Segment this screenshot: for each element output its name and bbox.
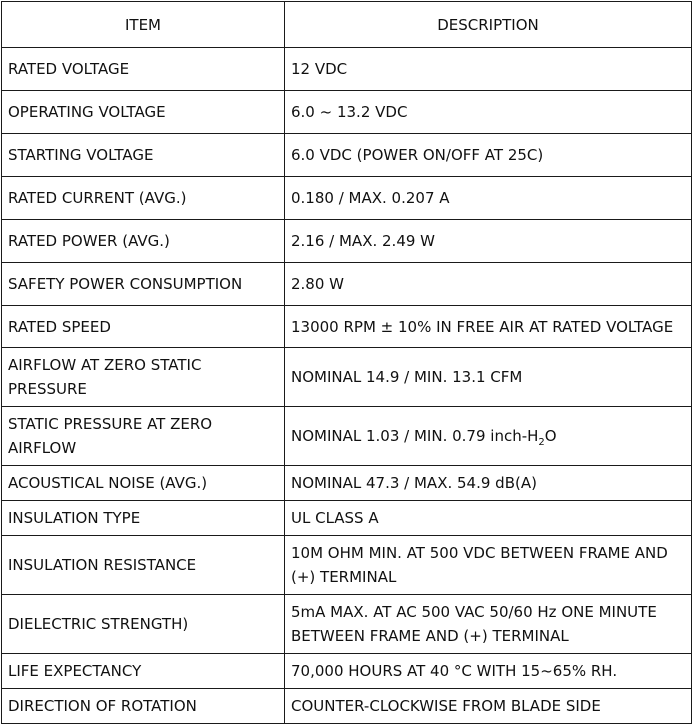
- table-row: [2, 134, 692, 177]
- row-item: DIRECTION OF ROTATION: [2, 689, 285, 724]
- row-item: LIFE EXPECTANCY: [2, 654, 285, 689]
- row-description: 12 VDC: [285, 48, 692, 91]
- row-item: RATED SPEED: [2, 306, 285, 348]
- header-item: ITEM: [2, 2, 285, 48]
- row-item: RATED VOLTAGE: [2, 48, 285, 91]
- row-item: STATIC PRESSURE AT ZERO AIRFLOW: [2, 407, 285, 466]
- row-item: ACOUSTICAL NOISE (AVG.): [2, 466, 285, 501]
- table-row: [2, 306, 692, 348]
- description-text: O: [544, 427, 557, 445]
- row-description: 6.0 VDC (POWER ON/OFF AT 25C): [285, 134, 692, 177]
- row-item: RATED CURRENT (AVG.): [2, 177, 285, 220]
- row-description: 6.0 ~ 13.2 VDC: [285, 91, 692, 134]
- row-description: [285, 407, 692, 466]
- row-item: RATED POWER (AVG.): [2, 220, 285, 263]
- table-row: [2, 348, 692, 407]
- row-item: AIRFLOW AT ZERO STATIC PRESSURE: [2, 348, 285, 407]
- table-row: [2, 220, 692, 263]
- table-header-row: [2, 2, 692, 48]
- table-row: [2, 689, 692, 724]
- subscript-text: 2: [538, 437, 545, 448]
- row-item: OPERATING VOLTAGE: [2, 91, 285, 134]
- row-item: INSULATION RESISTANCE: [2, 536, 285, 595]
- row-description: 5mA MAX. AT AC 500 VAC 50/60 Hz ONE MINUTE BETWEEN FRAME AND (+) TERMINAL: [285, 595, 692, 654]
- table-row: [2, 407, 692, 466]
- row-item: DIELECTRIC STRENGTH): [2, 595, 285, 654]
- table-row: [2, 91, 692, 134]
- row-item: INSULATION TYPE: [2, 501, 285, 536]
- table-row: [2, 595, 692, 654]
- row-description: COUNTER-CLOCKWISE FROM BLADE SIDE: [285, 689, 692, 724]
- row-description: NOMINAL 47.3 / MAX. 54.9 dB(A): [285, 466, 692, 501]
- row-item: STARTING VOLTAGE: [2, 134, 285, 177]
- table-row: [2, 48, 692, 91]
- table-row: [2, 501, 692, 536]
- row-description: 2.80 W: [285, 263, 692, 306]
- table-row: [2, 466, 692, 501]
- table-row: [2, 654, 692, 689]
- table-row: [2, 263, 692, 306]
- row-description: 2.16 / MAX. 2.49 W: [285, 220, 692, 263]
- row-description: 70,000 HOURS AT 40 °C WITH 15~65% RH.: [285, 654, 692, 689]
- spec-table: [1, 1, 692, 724]
- row-description: 13000 RPM ± 10% IN FREE AIR AT RATED VOLTAGE: [285, 306, 692, 348]
- row-item: SAFETY POWER CONSUMPTION: [2, 263, 285, 306]
- table-row: [2, 536, 692, 595]
- row-description: 0.180 / MAX. 0.207 A: [285, 177, 692, 220]
- row-description: NOMINAL 14.9 / MIN. 13.1 CFM: [285, 348, 692, 407]
- row-description: 10M OHM MIN. AT 500 VDC BETWEEN FRAME AND (+) TERMINAL: [285, 536, 692, 595]
- row-description: UL CLASS A: [285, 501, 692, 536]
- header-description: DESCRIPTION: [285, 2, 692, 48]
- description-text: NOMINAL 1.03 / MIN. 0.79 inch-H: [291, 427, 539, 445]
- table-row: [2, 177, 692, 220]
